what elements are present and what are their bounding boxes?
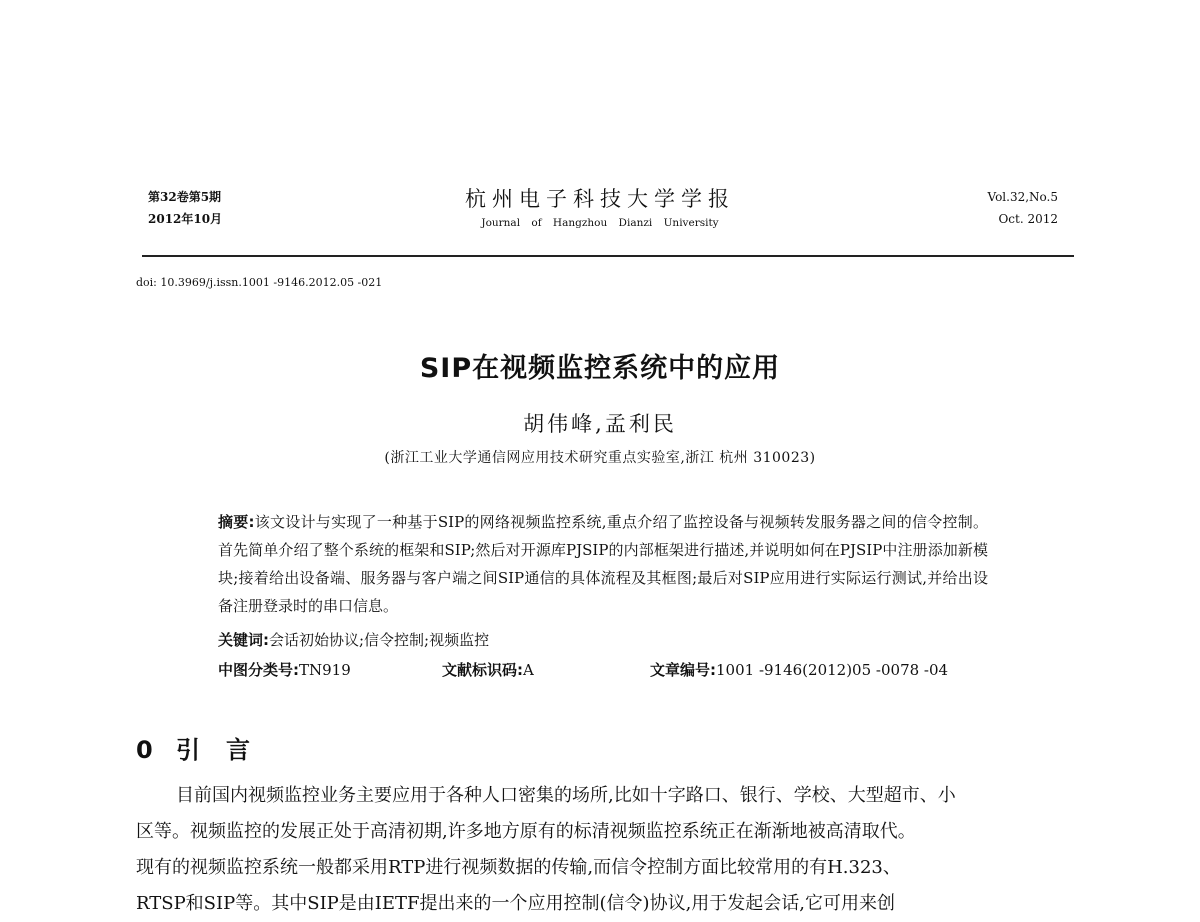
header-divider	[142, 255, 1074, 257]
article-no-label: 文章编号:	[650, 661, 716, 679]
body-line: 现有的视频监控系统一般都采用RTP进行视频数据的传输,而信令控制方面比较常用的有H.323、	[136, 857, 901, 878]
keywords-value: 会话初始协议;信令控制;视频监控	[269, 631, 490, 649]
article-no-value: 1001 -9146(2012)05 -0078 -04	[716, 661, 949, 679]
abstract-text: 该文设计与实现了一种基于SIP的网络视频监控系统,重点介绍了监控设备与视频转发服务器之间的信令控制。首先简单介绍了整个系统的框架和SIP;然后对开源库PJSIP的内部框架进行描述,并说明如何在PJSIP中注册添加新模块;接着给出设备端、服务器与客户端之间SIP通信的具体流程及其框图;最后对SIP应用进行实际运行测试,并给出设备注册登录时的串口信息。	[218, 513, 988, 615]
journal-name-en: Journal of Hangzhou Dianzi University	[481, 217, 719, 229]
body-line: RTSP和SIP等。其中SIP是由IETF提出来的一个应用控制(信令)协议,用于发起会话,它可用来创	[136, 893, 896, 914]
abstract-label: 摘要:	[218, 513, 255, 531]
clc-number	[218, 658, 351, 682]
paper-authors: 胡伟峰,孟利民	[523, 412, 677, 436]
clc-value: TN919	[299, 661, 351, 679]
document-code	[442, 658, 534, 682]
section-number: 0	[136, 736, 153, 764]
body-paragraph	[136, 778, 1076, 922]
body-line: 区等。视频监控的发展正处于高清初期,许多地方原有的标清视频监控系统正在渐渐地被高清取代。	[136, 821, 916, 842]
date-en: Oct. 2012	[998, 212, 1058, 226]
doc-code-value: A	[523, 661, 534, 679]
journal-name-cn: 杭州电子科技大学学报	[465, 187, 735, 211]
body-line: 目前国内视频监控业务主要应用于各种人口密集的场所,比如十字路口、银行、学校、大型超市、小	[176, 785, 956, 806]
keywords-label: 关键词:	[218, 631, 269, 649]
volume-en: Vol.32,No.5	[987, 190, 1058, 204]
abstract	[218, 508, 988, 620]
paper-affiliation: (浙江工业大学通信网应用技术研究重点实验室,浙江 杭州 310023)	[384, 450, 816, 466]
issue-info-en	[988, 186, 1059, 230]
date-cn: 2012年10月	[148, 212, 223, 226]
article-number	[650, 658, 948, 682]
section-heading	[136, 730, 276, 765]
doi[interactable]: doi: 10.3969/j.issn.1001 -9146.2012.05 -021	[136, 276, 383, 289]
doc-code-label: 文献标识码:	[442, 661, 523, 679]
paper-title: SIP在视频监控系统中的应用	[419, 353, 781, 384]
volume-cn: 第32卷第5期	[148, 190, 222, 204]
clc-label: 中图分类号:	[218, 661, 299, 679]
section-title: 引言	[176, 736, 276, 764]
keywords	[218, 628, 489, 652]
